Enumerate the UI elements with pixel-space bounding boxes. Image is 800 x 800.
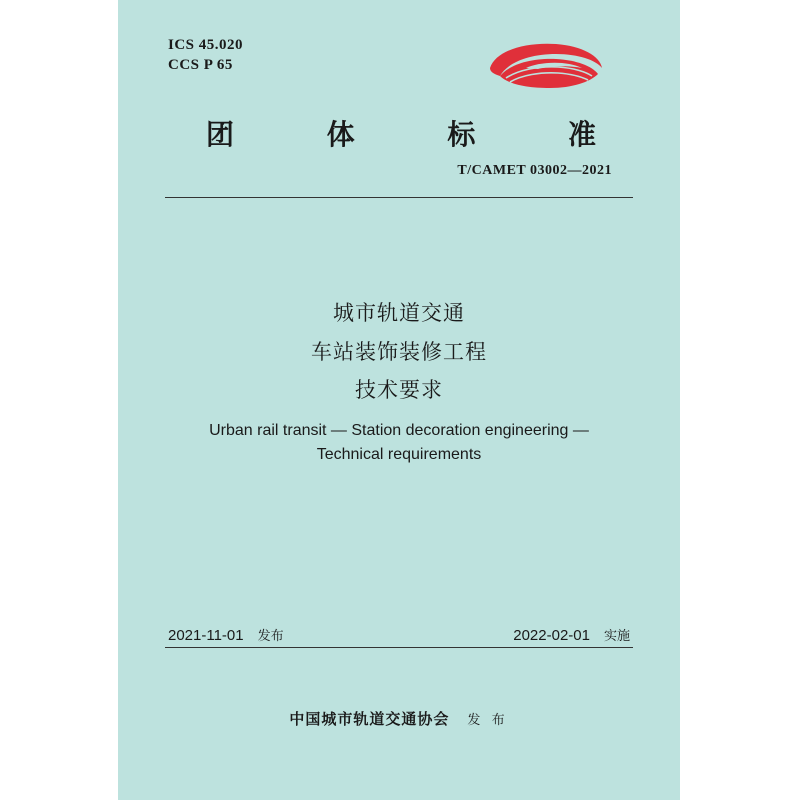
implement-date-row (513, 625, 630, 644)
bottom-divider (165, 647, 633, 648)
standard-type-char: 体 (326, 120, 355, 151)
publish-date: 2021-11-01 (168, 627, 244, 644)
standard-type-heading (206, 113, 596, 153)
publish-label: 发布 (257, 628, 284, 643)
implement-date: 2022-02-01 (513, 627, 590, 644)
publisher-name: 中国城市轨道交通协会 (289, 712, 450, 728)
standard-cover (118, 0, 680, 800)
standard-code: T/CAMET 03002—2021 (457, 163, 612, 178)
top-divider (165, 197, 633, 198)
title-cn-line-3: 技术要求 (355, 379, 443, 402)
ics-code: ICS 45.020 (168, 37, 244, 53)
title-cn-line-2: 车站装饰装修工程 (311, 341, 487, 364)
standard-type-char: 团 (206, 120, 235, 151)
camet-logo-icon (486, 38, 606, 94)
title-en-line-2: Technical requirements (316, 446, 482, 463)
implement-label: 实施 (603, 628, 630, 643)
publisher-label: 发 布 (467, 712, 509, 727)
publish-date-row (168, 625, 284, 644)
publisher (118, 708, 680, 729)
standard-type-char: 准 (567, 120, 596, 151)
title-cn-line-1: 城市轨道交通 (333, 302, 465, 325)
standard-type-char: 标 (447, 120, 476, 151)
ccs-code: CCS P 65 (168, 57, 233, 73)
title-en-line-1: Urban rail transit — Station decoration engineering — (209, 422, 589, 439)
